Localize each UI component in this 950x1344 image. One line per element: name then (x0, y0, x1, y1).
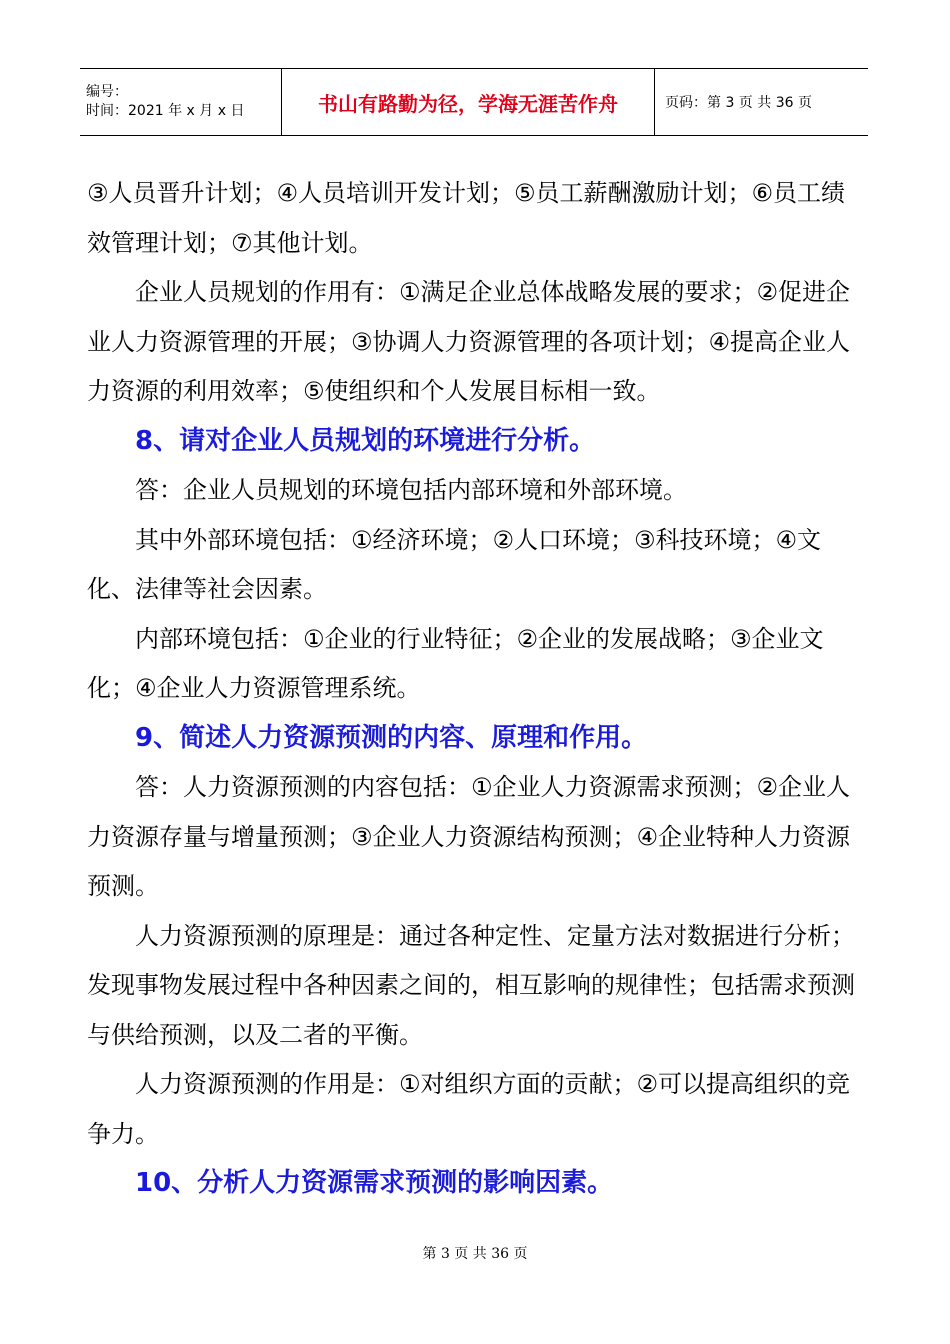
header-page-info (655, 69, 868, 135)
paragraph: 其中外部环境包括：①经济环境；②人口环境；③科技环境；④文化、法律等社会因素。 (87, 525, 822, 603)
number-label: 编号： (86, 84, 128, 100)
paragraph: 人力资源预测的作用是：①对组织方面的贡献；②可以提高组织的竞争力。 (87, 1070, 851, 1148)
header-meta (80, 69, 281, 135)
header-motto (281, 69, 655, 135)
motto-text: 书山有路勤为径，学海无涯苦作舟 (318, 91, 618, 116)
document-body (87, 169, 863, 1209)
paragraph: ③人员晋升计划；④人员培训开发计划；⑤员工薪酬激励计划；⑥员工绩效管理计划；⑦其他计划。 (87, 179, 846, 257)
paragraph: 答：人力资源预测的内容包括：①企业人力资源需求预测；②企业人力资源存量与增量预测；③企业人力资源结构预测；④企业特种人力资源预测。 (87, 773, 851, 900)
paragraph: 答：企业人员规划的环境包括内部环境和外部环境。 (135, 476, 687, 504)
paragraph: 企业人员规划的作用有：①满足企业总体战略发展的要求；②促进企业人力资源管理的开展；③协调人力资源管理的各项计划；④提高企业人力资源的利用效率；⑤使组织和个人发展目标相一致。 (87, 278, 851, 405)
paragraph: 内部环境包括：①企业的行业特征；②企业的发展战略；③企业文化；④企业人力资源管理系统。 (87, 624, 824, 702)
question-heading: 10、分析人力资源需求预测的影响因素。 (135, 1168, 614, 1198)
page-footer: 第 3 页 共 36 页 (422, 1246, 528, 1262)
paragraph: 人力资源预测的原理是：通过各种定性、定量方法对数据进行分析；发现事物发展过程中各种因素之间的，相互影响的规律性；包括需求预测与供给预测，以及二者的平衡。 (87, 921, 855, 1049)
page-header (80, 68, 868, 136)
question-heading: 9、简述人力资源预测的内容、原理和作用。 (135, 722, 648, 753)
question-heading: 8、请对企业人员规划的环境进行分析。 (135, 425, 596, 456)
time-label: 时间：2021 年 x 月 x 日 (86, 103, 245, 119)
page-info-text: 页码：第 3 页 共 36 页 (665, 95, 812, 111)
